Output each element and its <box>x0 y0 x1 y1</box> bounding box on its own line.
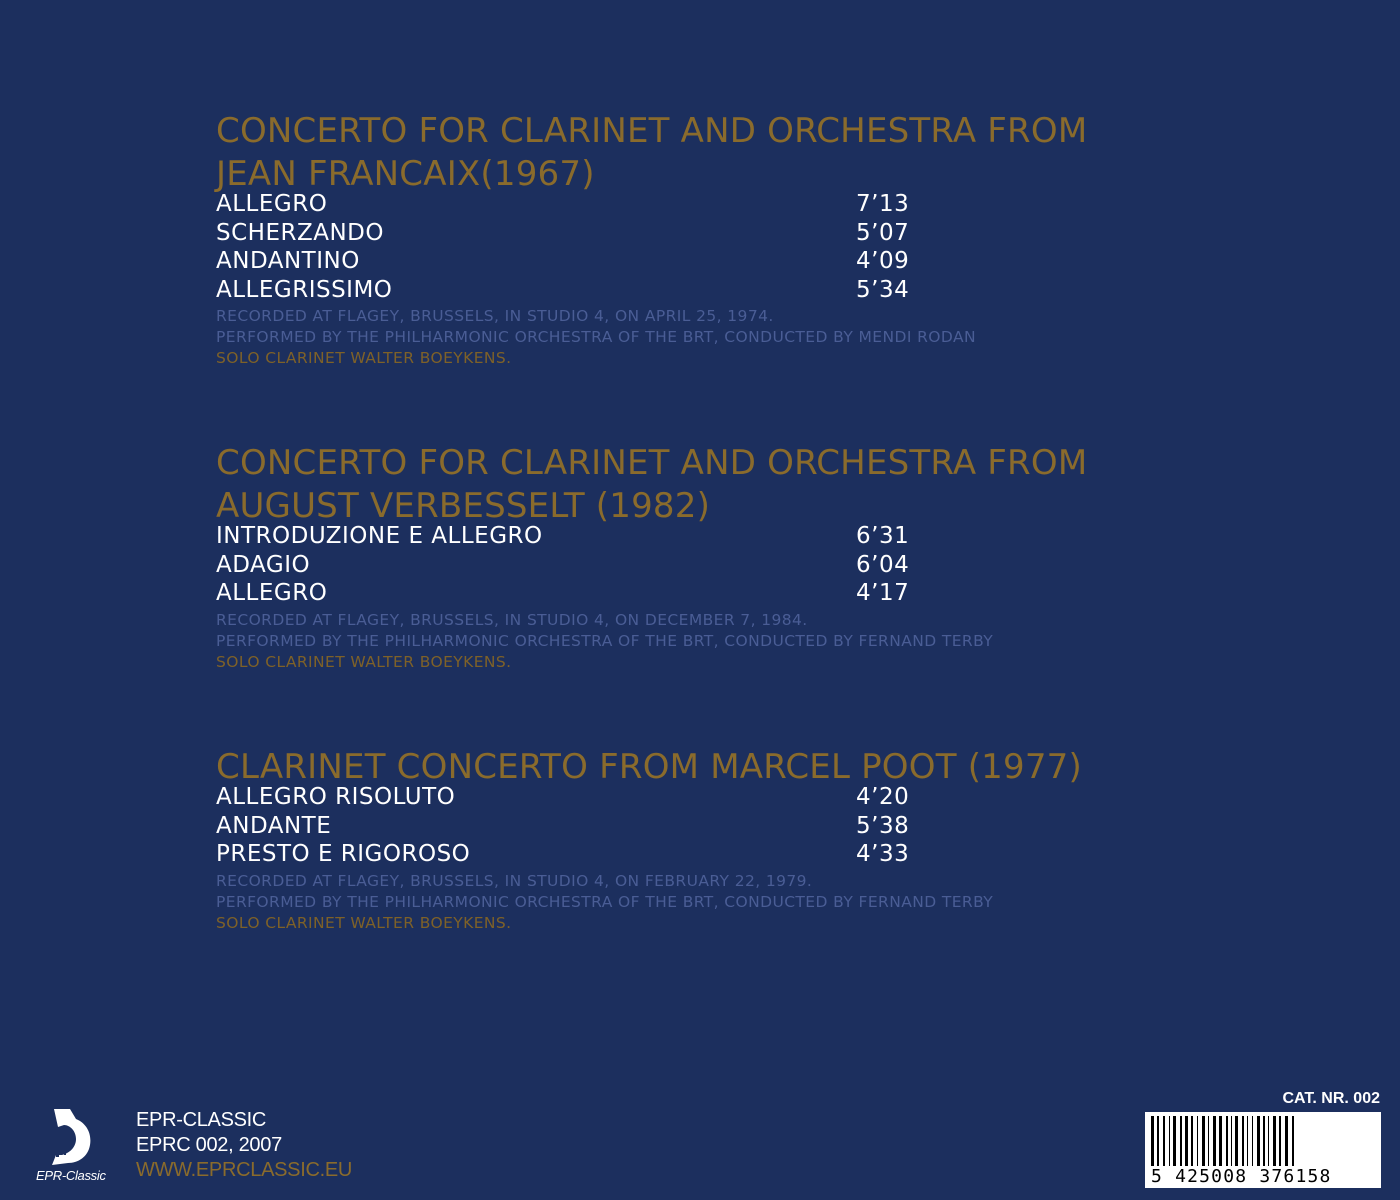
barcode-bar <box>1202 1116 1205 1172</box>
performer-note: PERFORMED BY THE PHILHARMONIC ORCHESTRA OF THE BRT, CONDUCTED BY MENDI RODAN <box>216 328 976 346</box>
work-title-line: CONCERTO FOR CLARINET AND ORCHESTRA FROM <box>216 111 1088 151</box>
track-name: ALLEGRISSIMO <box>216 276 393 303</box>
barcode-bar <box>1242 1116 1244 1172</box>
work-section-1 <box>216 110 1256 369</box>
track-row <box>216 579 1256 608</box>
track-time: 6’31 <box>856 523 910 549</box>
track-name: ALLEGRO <box>216 580 328 606</box>
barcode-bar <box>1157 1116 1159 1172</box>
soloist-note: SOLO CLARINET WALTER BOEYKENS. <box>216 652 512 671</box>
barcode-bar <box>1285 1116 1288 1172</box>
recording-note: RECORDED AT FLAGEY, BRUSSELS, IN STUDIO 4, ON DECEMBER 7, 1984. <box>216 610 808 629</box>
barcode-bar <box>1219 1116 1222 1172</box>
barcode-bar <box>1257 1116 1260 1172</box>
catalog-number: CAT. NR. 002 <box>1282 1090 1380 1107</box>
barcode-bar <box>1292 1116 1294 1172</box>
barcode-bar <box>1252 1116 1253 1172</box>
track-list <box>216 522 1256 608</box>
track-time: 4’09 <box>856 248 910 274</box>
barcode-bar <box>1208 1116 1209 1172</box>
track-time: 4’20 <box>856 784 910 810</box>
barcode-bar <box>1247 1116 1248 1172</box>
track-name: ANDANTINO <box>216 248 360 274</box>
track-time: 4’33 <box>856 841 910 867</box>
label-info <box>136 1108 352 1183</box>
track-time: 5’07 <box>856 219 910 246</box>
track-row <box>216 551 1256 580</box>
barcode-bar <box>1231 1116 1232 1172</box>
track-name: INTRODUZIONE E ALLEGRO <box>216 523 543 549</box>
track-row <box>216 190 1256 219</box>
performer-note: PERFORMED BY THE PHILHARMONIC ORCHESTRA OF THE BRT, CONDUCTED BY FERNAND TERBY <box>216 892 994 911</box>
track-row <box>216 247 1256 276</box>
barcode-bar <box>1169 1116 1170 1172</box>
work-section-3 <box>216 746 1256 934</box>
barcode-bar <box>1263 1116 1265 1172</box>
track-name: SCHERZANDO <box>216 219 384 246</box>
barcode-bar <box>1235 1116 1238 1172</box>
track-time: 4’17 <box>856 580 910 606</box>
track-name: ALLEGRO RISOLUTO <box>216 784 456 810</box>
barcode-bar <box>1273 1116 1276 1172</box>
track-row <box>216 840 1256 869</box>
work-title-line: CLARINET CONCERTO FROM MARCEL POOT (1977) <box>216 747 1082 787</box>
barcode-bar <box>1185 1116 1188 1172</box>
barcode-bar <box>1213 1116 1216 1172</box>
barcode-bar <box>1151 1116 1154 1172</box>
work-title-line: AUGUST VERBESSELT (1982) <box>216 486 711 526</box>
work-title-line: CONCERTO FOR CLARINET AND ORCHESTRA FROM <box>216 443 1088 483</box>
barcode-bar <box>1173 1116 1176 1172</box>
soloist-note: SOLO CLARINET WALTER BOEYKENS. <box>216 349 512 367</box>
track-list <box>216 783 1256 869</box>
barcode-bar <box>1163 1116 1165 1172</box>
work-section-2 <box>216 442 1256 673</box>
barcode-bar <box>1191 1116 1193 1172</box>
label-name: EPR-CLASSIC <box>136 1109 267 1131</box>
track-time: 7’13 <box>856 191 910 217</box>
website-link[interactable]: WWW.EPRCLASSIC.EU <box>136 1159 353 1181</box>
track-name: PRESTO E RIGOROSO <box>216 841 471 867</box>
track-row <box>216 276 1256 305</box>
track-time: 5’38 <box>856 812 910 839</box>
logo-caption: EPR-Classic <box>36 1168 106 1183</box>
track-row <box>216 812 1256 841</box>
track-row <box>216 783 1256 812</box>
barcode-digits: 5 425008 376158 <box>1151 1166 1332 1187</box>
track-name: ANDANTE <box>216 812 332 839</box>
barcode-bar <box>1226 1116 1228 1172</box>
track-row <box>216 522 1256 551</box>
barcode-icon <box>1145 1112 1381 1188</box>
track-name: ADAGIO <box>216 551 311 578</box>
catalog-year: EPRC 002, 2007 <box>136 1134 282 1156</box>
barcode-bar <box>1180 1116 1182 1172</box>
barcode-bar <box>1268 1116 1269 1172</box>
performer-note: PERFORMED BY THE PHILHARMONIC ORCHESTRA OF THE BRT, CONDUCTED BY FERNAND TERBY <box>216 631 994 650</box>
track-time: 5’34 <box>856 276 910 303</box>
recording-note: RECORDED AT FLAGEY, BRUSSELS, IN STUDIO 4, ON FEBRUARY 22, 1979. <box>216 871 813 890</box>
track-name: ALLEGRO <box>216 191 328 217</box>
barcode-bar <box>1279 1116 1281 1172</box>
track-time: 6’04 <box>856 551 910 578</box>
track-list <box>216 190 1256 304</box>
soloist-note: SOLO CLARINET WALTER BOEYKENS. <box>216 913 512 932</box>
work-title-line: JEAN FRANCAIX(1967) <box>216 154 595 194</box>
barcode-bar <box>1197 1116 1198 1172</box>
recording-note: RECORDED AT FLAGEY, BRUSSELS, IN STUDIO 4, ON APRIL 25, 1974. <box>216 307 774 325</box>
track-row <box>216 219 1256 248</box>
